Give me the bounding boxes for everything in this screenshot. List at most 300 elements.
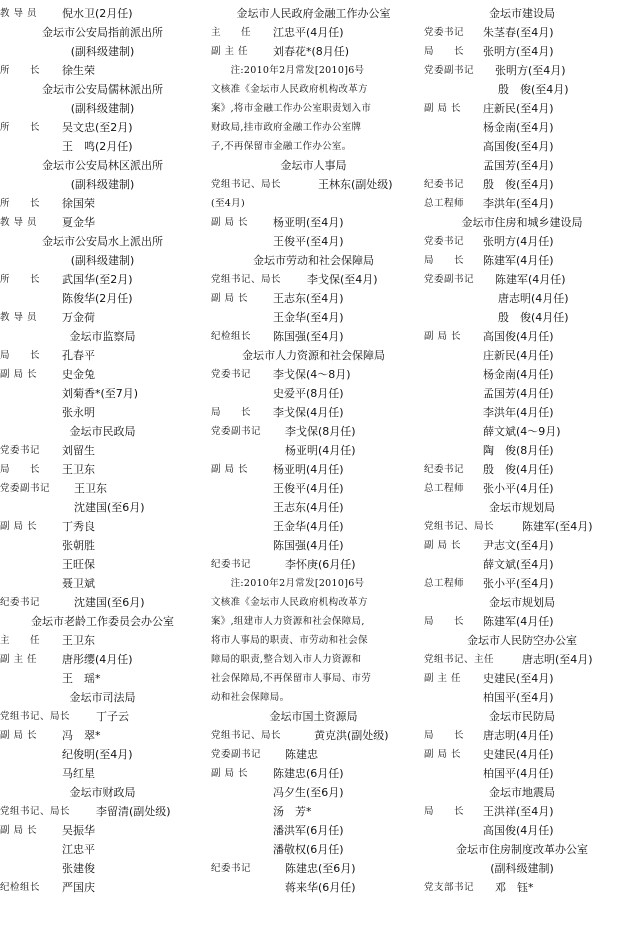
position-title: 教 导 员 xyxy=(0,217,38,228)
personnel-row xyxy=(424,156,620,175)
personnel-row xyxy=(0,631,205,650)
person-name: 张小平(至4月) xyxy=(483,577,554,590)
person-name: 李留清(副处级) xyxy=(96,805,171,818)
person-name: 杨亚明(4月任) xyxy=(285,444,356,457)
personnel-row xyxy=(0,859,205,878)
position-title: 党委副书记 xyxy=(211,426,262,437)
person-name: 王俊平(4月任) xyxy=(273,482,344,495)
person-name: 冯 翠* xyxy=(62,729,101,742)
position-title: 所 长 xyxy=(0,65,41,76)
position-title: 党组书记、局长 xyxy=(0,711,71,722)
section-subheading: (副科级建制) xyxy=(70,178,135,191)
personnel-row xyxy=(0,764,205,783)
position-title: 副 局 长 xyxy=(424,540,462,551)
position-title: 主 任 xyxy=(0,635,41,646)
personnel-row xyxy=(424,669,620,688)
section-subheading: (副科级建制) xyxy=(70,45,135,58)
person-name: 朱茎春(至4月) xyxy=(483,26,554,39)
personnel-row xyxy=(0,574,205,593)
position-title: 副 局 长 xyxy=(0,825,38,836)
person-name: 史建民(4月任) xyxy=(483,748,554,761)
personnel-row xyxy=(424,118,620,137)
personnel-row xyxy=(0,384,205,403)
section-heading: 金坛市公安局儒林派出所 xyxy=(42,83,163,96)
note-line: 案》,组建市人力资源和社会保障局, xyxy=(211,616,365,627)
person-name: 王旺保 xyxy=(62,558,95,571)
personnel-row xyxy=(424,289,620,308)
personnel-row xyxy=(0,745,205,764)
personnel-row xyxy=(211,23,416,42)
person-name: 孟国芳(至4月) xyxy=(483,159,554,172)
person-name: 张小平(4月任) xyxy=(483,482,554,495)
personnel-row xyxy=(424,555,620,574)
personnel-row xyxy=(424,441,620,460)
position-title: 党委书记 xyxy=(0,445,41,456)
person-name: 江忠平(4月任) xyxy=(273,26,344,39)
person-name: 丁子云 xyxy=(96,710,129,723)
personnel-row xyxy=(424,99,620,118)
position-title: 所 长 xyxy=(0,274,41,285)
person-name: 张明方(4月任) xyxy=(483,235,554,248)
personnel-row xyxy=(211,859,416,878)
person-name: 李洪年(至4月) xyxy=(483,197,554,210)
person-name: 徐国荣 xyxy=(62,197,95,210)
person-name: 陈建军(4月任) xyxy=(495,273,566,286)
personnel-row xyxy=(424,878,620,897)
person-name: 张明方(至4月) xyxy=(483,45,554,58)
personnel-row xyxy=(0,555,205,574)
position-title: 副 局 长 xyxy=(0,730,38,741)
section-heading: 金坛市人事局 xyxy=(280,159,347,172)
personnel-row xyxy=(0,650,205,669)
personnel-row xyxy=(211,821,416,840)
personnel-row xyxy=(0,726,205,745)
person-name: 李洪年(4月任) xyxy=(483,406,554,419)
person-name: 唐志明(4月任) xyxy=(498,292,569,305)
personnel-row xyxy=(211,175,416,194)
position-title: 副 局 长 xyxy=(0,369,38,380)
position-title: 党委副书记 xyxy=(211,749,262,760)
person-name: 张朝胜 xyxy=(62,539,95,552)
personnel-row xyxy=(211,745,416,764)
person-name: 汤 芳* xyxy=(273,805,312,818)
personnel-row xyxy=(424,612,620,631)
section-heading: 金坛市国土资源局 xyxy=(269,710,358,723)
personnel-row xyxy=(0,707,205,726)
personnel-row xyxy=(0,346,205,365)
section-heading: 金坛市人民政府金融工作办公室 xyxy=(236,7,391,20)
personnel-row xyxy=(0,479,205,498)
position-title: 党委副书记 xyxy=(0,483,51,494)
person-name: 唐志明(4月任) xyxy=(483,729,554,742)
person-name: 冯夕生(至6月) xyxy=(273,786,344,799)
personnel-row xyxy=(424,688,620,707)
personnel-row xyxy=(211,840,416,859)
person-name: 杨金南(4月任) xyxy=(483,368,554,381)
person-name: 邓 钰* xyxy=(495,881,534,894)
position-title: 所 长 xyxy=(0,198,41,209)
section-heading: 金坛市劳动和社会保障局 xyxy=(253,254,374,267)
person-name: 刘留生 xyxy=(62,444,95,457)
personnel-row xyxy=(424,42,620,61)
position-title: 副 主 任 xyxy=(0,654,38,665)
personnel-row xyxy=(0,536,205,555)
person-name: 薛文斌(至4月) xyxy=(483,558,554,571)
personnel-row xyxy=(211,517,416,536)
personnel-row xyxy=(424,365,620,384)
position-title: 教 导 员 xyxy=(0,8,38,19)
note-line: 将市人事局的职责、市劳动和社会保 xyxy=(211,635,368,646)
section-heading: 金坛市规划局 xyxy=(489,596,555,609)
position-title: 局 长 xyxy=(0,350,41,361)
personnel-row xyxy=(211,726,416,745)
person-name: 陈建军(至4月) xyxy=(522,520,593,533)
person-name: 蒋来华(6月任) xyxy=(285,881,356,894)
personnel-row xyxy=(424,308,620,327)
person-name: 马红星 xyxy=(62,767,95,780)
personnel-row xyxy=(424,650,620,669)
person-name: 殷 俊(4月任) xyxy=(483,463,554,476)
position-title: 副 局 长 xyxy=(424,749,462,760)
person-name: 王金华(至4月) xyxy=(273,311,344,324)
person-name: 王志东(至4月) xyxy=(273,292,344,305)
person-name: 殷 俊(至4月) xyxy=(483,178,554,191)
section-heading: 金坛市监察局 xyxy=(69,330,136,343)
person-name: 孔春平 xyxy=(62,349,95,362)
position-title: 纪检组长 xyxy=(211,331,252,342)
person-name: 严国庆 xyxy=(62,881,95,894)
person-name: 陈建军(4月任) xyxy=(483,615,554,628)
person-name: 王卫东 xyxy=(62,463,95,476)
person-name: 李戈保(8月任) xyxy=(285,425,356,438)
personnel-row xyxy=(211,764,416,783)
section-heading: 金坛市建设局 xyxy=(489,7,555,20)
personnel-row xyxy=(211,42,416,61)
person-name: 王志东(4月任) xyxy=(273,501,344,514)
personnel-row xyxy=(0,289,205,308)
column-middle xyxy=(211,4,416,897)
section-heading: 金坛市规划局 xyxy=(489,501,555,514)
person-name: 高国俊(4月任) xyxy=(483,824,554,837)
personnel-row xyxy=(0,460,205,479)
person-name: 李戈保(4月任) xyxy=(273,406,344,419)
position-title: 党支部书记 xyxy=(424,882,475,893)
column-right xyxy=(424,4,620,897)
person-name: 王俊平(至4月) xyxy=(273,235,344,248)
section-heading: 金坛市地震局 xyxy=(489,786,555,799)
position-title: 局 长 xyxy=(424,46,465,57)
personnel-row xyxy=(211,498,416,517)
personnel-row xyxy=(424,23,620,42)
position-title: 纪委书记 xyxy=(0,597,41,608)
person-name: 柏国平(至4月) xyxy=(483,691,554,704)
person-name: 吴文忠(至2月) xyxy=(62,121,133,134)
personnel-row xyxy=(211,384,416,403)
position-title: 党委书记 xyxy=(424,236,465,247)
personnel-row xyxy=(211,213,416,232)
position-title: 局 长 xyxy=(424,730,465,741)
personnel-row xyxy=(424,251,620,270)
personnel-row xyxy=(424,346,620,365)
section-subheading: (副科级建制) xyxy=(70,254,135,267)
position-title: 总工程师 xyxy=(424,198,465,209)
person-name: 倪水卫(2月任) xyxy=(62,7,133,20)
personnel-row xyxy=(424,327,620,346)
personnel-row xyxy=(211,536,416,555)
personnel-row xyxy=(211,441,416,460)
position-title: 党委书记 xyxy=(424,27,465,38)
person-name: 武国华(至2月) xyxy=(62,273,133,286)
personnel-row xyxy=(424,821,620,840)
personnel-row xyxy=(424,726,620,745)
section-heading: 金坛市老龄工作委员会办公室 xyxy=(31,615,174,628)
person-name: 聂卫斌 xyxy=(62,577,95,590)
personnel-row xyxy=(424,517,620,536)
person-name: 王 鸣(2月任) xyxy=(62,140,133,153)
person-name: 唐彤缨(4月任) xyxy=(62,653,133,666)
person-name: 潘敬权(6月任) xyxy=(273,843,344,856)
person-name: 尹志文(至4月) xyxy=(483,539,554,552)
position-title: 纪委书记 xyxy=(211,559,252,570)
section-heading: 金坛市民防局 xyxy=(489,710,555,723)
position-title: 总工程师 xyxy=(424,578,465,589)
person-name: 史建民(至4月) xyxy=(483,672,554,685)
position-title: 局 长 xyxy=(424,806,465,817)
person-name: 王卫东 xyxy=(74,482,107,495)
person-name: 薛文斌(4～9月) xyxy=(483,425,561,438)
section-heading: 金坛市司法局 xyxy=(69,691,136,704)
person-name: 陈建忠(至6月) xyxy=(285,862,356,875)
person-name: 张永明 xyxy=(62,406,95,419)
section-heading: 金坛市财政局 xyxy=(69,786,136,799)
person-name: 庄新民(至4月) xyxy=(483,102,554,115)
position-title: 副 局 长 xyxy=(211,768,249,779)
position-title: 党委副书记 xyxy=(424,65,475,76)
position-title: 副 局 长 xyxy=(211,293,249,304)
person-name: 张建俊 xyxy=(62,862,95,875)
personnel-row xyxy=(424,460,620,479)
person-name: 陶 俊(8月任) xyxy=(483,444,554,457)
position-title: 局 长 xyxy=(0,464,41,475)
person-name: 陈国强(4月任) xyxy=(273,539,344,552)
position-title: 教 导 员 xyxy=(0,312,38,323)
position-title: 副 主 任 xyxy=(424,673,462,684)
personnel-row xyxy=(0,308,205,327)
personnel-row xyxy=(0,137,205,156)
personnel-row xyxy=(211,403,416,422)
personnel-row xyxy=(211,802,416,821)
personnel-row xyxy=(211,878,416,897)
person-name: 徐生荣 xyxy=(62,64,95,77)
section-heading: 金坛市住房和城乡建设局 xyxy=(461,216,583,229)
person-name: 刘春花*(8月任) xyxy=(273,45,350,58)
position-title: 纪委书记 xyxy=(424,464,465,475)
person-name: 柏国平(4月任) xyxy=(483,767,554,780)
personnel-row xyxy=(424,479,620,498)
personnel-row xyxy=(211,460,416,479)
position-title: 纪委书记 xyxy=(424,179,465,190)
person-name: 王 瑶* xyxy=(62,672,101,685)
person-name: 江忠平 xyxy=(62,843,95,856)
person-name: 史爱平(8月任) xyxy=(273,387,344,400)
personnel-row xyxy=(0,365,205,384)
position-title: 所 长 xyxy=(0,122,41,133)
personnel-row xyxy=(211,327,416,346)
section-heading: 金坛市住房制度改革办公室 xyxy=(456,843,588,856)
position-title: 局 长 xyxy=(211,407,252,418)
person-name: 唐志明(至4月) xyxy=(522,653,593,666)
section-subheading: (副科级建制) xyxy=(70,102,135,115)
personnel-row xyxy=(424,232,620,251)
person-name: 吴振华 xyxy=(62,824,95,837)
personnel-row xyxy=(424,384,620,403)
person-name: 杨亚明(4月任) xyxy=(273,463,344,476)
section-heading: 金坛市公安局林区派出所 xyxy=(42,159,163,172)
person-name: 王金华(4月任) xyxy=(273,520,344,533)
personnel-row xyxy=(211,365,416,384)
person-name: 沈建国(至6月) xyxy=(74,501,145,514)
personnel-row xyxy=(211,232,416,251)
personnel-row xyxy=(0,403,205,422)
person-name: 李戈保(4～8月) xyxy=(273,368,351,381)
person-name: 高国俊(至4月) xyxy=(483,140,554,153)
person-name: 杨金南(至4月) xyxy=(483,121,554,134)
person-name: 李戈保(至4月) xyxy=(307,273,378,286)
personnel-row xyxy=(0,441,205,460)
section-heading: 金坛市人力资源和社会保障局 xyxy=(242,349,385,362)
personnel-row xyxy=(0,194,205,213)
personnel-row xyxy=(0,593,205,612)
personnel-row xyxy=(211,555,416,574)
section-heading: 金坛市公安局指前派出所 xyxy=(42,26,163,39)
person-name: 陈俊华(2月任) xyxy=(62,292,133,305)
personnel-row xyxy=(0,498,205,517)
person-name: 孟国芳(4月任) xyxy=(483,387,554,400)
position-title: 副 局 长 xyxy=(211,217,249,228)
personnel-row xyxy=(424,194,620,213)
person-name: 王林东(副处级) xyxy=(318,178,393,191)
person-name: 陈建忠(6月任) xyxy=(273,767,344,780)
note-line: 财政局,挂市政府金融工作办公室牌 xyxy=(211,122,362,133)
personnel-row xyxy=(211,289,416,308)
position-title: 副 主 任 xyxy=(211,46,249,57)
personnel-row xyxy=(0,118,205,137)
position-title: 党组书记、局长 xyxy=(211,179,282,190)
position-title: 纪委书记 xyxy=(211,863,252,874)
personnel-row xyxy=(211,270,416,289)
personnel-row xyxy=(0,878,205,897)
note-line: 障局的职责,整合划入市人力资源和 xyxy=(211,654,362,665)
position-title: 党组书记、主任 xyxy=(424,654,495,665)
personnel-row xyxy=(211,479,416,498)
personnel-row xyxy=(424,80,620,99)
person-name: 王卫东 xyxy=(62,634,95,647)
personnel-row xyxy=(211,783,416,802)
position-title: 局 长 xyxy=(424,255,465,266)
position-title: 纪检组长 xyxy=(0,882,41,893)
position-title: 副 局 长 xyxy=(424,103,462,114)
personnel-row xyxy=(0,517,205,536)
personnel-row xyxy=(211,308,416,327)
personnel-row xyxy=(424,536,620,555)
person-name: 杨亚明(至4月) xyxy=(273,216,344,229)
person-name: 丁秀良 xyxy=(62,520,95,533)
personnel-row xyxy=(0,4,205,23)
person-name: 史金兔 xyxy=(62,368,95,381)
position-title: 局 长 xyxy=(424,616,465,627)
person-name: 夏金华 xyxy=(62,216,95,229)
note-line: 案》,将市金融工作办公室职责划入市 xyxy=(211,103,372,114)
personnel-row xyxy=(424,422,620,441)
note-line: 子,不再保留市金融工作办公室。 xyxy=(211,141,352,152)
person-name: 陈建忠 xyxy=(285,748,318,761)
note-line: 文核准《金坛市人民政府机构改革方 xyxy=(211,597,368,608)
position-title: 副 局 长 xyxy=(211,464,249,475)
column-left xyxy=(0,4,205,897)
note-line: 动和社会保障局。 xyxy=(211,692,290,703)
personnel-row xyxy=(424,61,620,80)
note-line: 注:2010年2月常发[2010]6号 xyxy=(211,65,365,76)
section-subheading: (副科级建制) xyxy=(490,862,554,875)
person-name: 纪俊明(至4月) xyxy=(62,748,133,761)
position-title: 党组书记、局长 xyxy=(0,806,71,817)
note-line: 文核准《金坛市人民政府机构改革方 xyxy=(211,84,368,95)
section-heading: 金坛市民政局 xyxy=(69,425,136,438)
personnel-row xyxy=(0,270,205,289)
person-name: 庄新民(4月任) xyxy=(483,349,554,362)
personnel-row xyxy=(424,137,620,156)
personnel-row xyxy=(0,802,205,821)
personnel-row xyxy=(424,802,620,821)
position-title: 总工程师 xyxy=(424,483,465,494)
section-heading: 金坛市人民防空办公室 xyxy=(467,634,577,647)
person-name: 潘洪军(6月任) xyxy=(273,824,344,837)
position-title: 党委副书记 xyxy=(424,274,475,285)
personnel-row xyxy=(424,574,620,593)
personnel-row xyxy=(0,821,205,840)
personnel-row xyxy=(424,764,620,783)
person-name: 陈国强(至4月) xyxy=(273,330,344,343)
position-title: 副 局 长 xyxy=(0,521,38,532)
note-line: 注:2010年2月常发[2010]6号 xyxy=(211,578,365,589)
person-name: 王洪祥(至4月) xyxy=(483,805,554,818)
position-title: 党组书记、局长 xyxy=(424,521,495,532)
person-name: 陈建军(4月任) xyxy=(483,254,554,267)
note-line: (至4月) xyxy=(211,198,245,209)
personnel-row xyxy=(424,175,620,194)
personnel-row xyxy=(0,669,205,688)
person-name: 张明方(至4月) xyxy=(495,64,566,77)
person-name: 殷 俊(至4月) xyxy=(498,83,569,96)
position-title: 党组书记、局长 xyxy=(211,730,282,741)
personnel-row xyxy=(424,745,620,764)
person-name: 李怀庚(6月任) xyxy=(285,558,356,571)
section-heading: 金坛市公安局水上派出所 xyxy=(42,235,163,248)
position-title: 副 局 长 xyxy=(424,331,462,342)
person-name: 万金荷 xyxy=(62,311,95,324)
person-name: 刘菊香*(至7月) xyxy=(62,387,139,400)
personnel-row xyxy=(0,61,205,80)
position-title: 党组书记、局长 xyxy=(211,274,282,285)
position-title: 党委书记 xyxy=(211,369,252,380)
person-name: 殷 俊(4月任) xyxy=(498,311,569,324)
person-name: 高国俊(4月任) xyxy=(483,330,554,343)
personnel-row xyxy=(424,403,620,422)
note-line: 社会保障局,不再保留市人事局、市劳 xyxy=(211,673,372,684)
person-name: 沈建国(至6月) xyxy=(74,596,145,609)
personnel-row xyxy=(424,270,620,289)
personnel-row xyxy=(0,213,205,232)
